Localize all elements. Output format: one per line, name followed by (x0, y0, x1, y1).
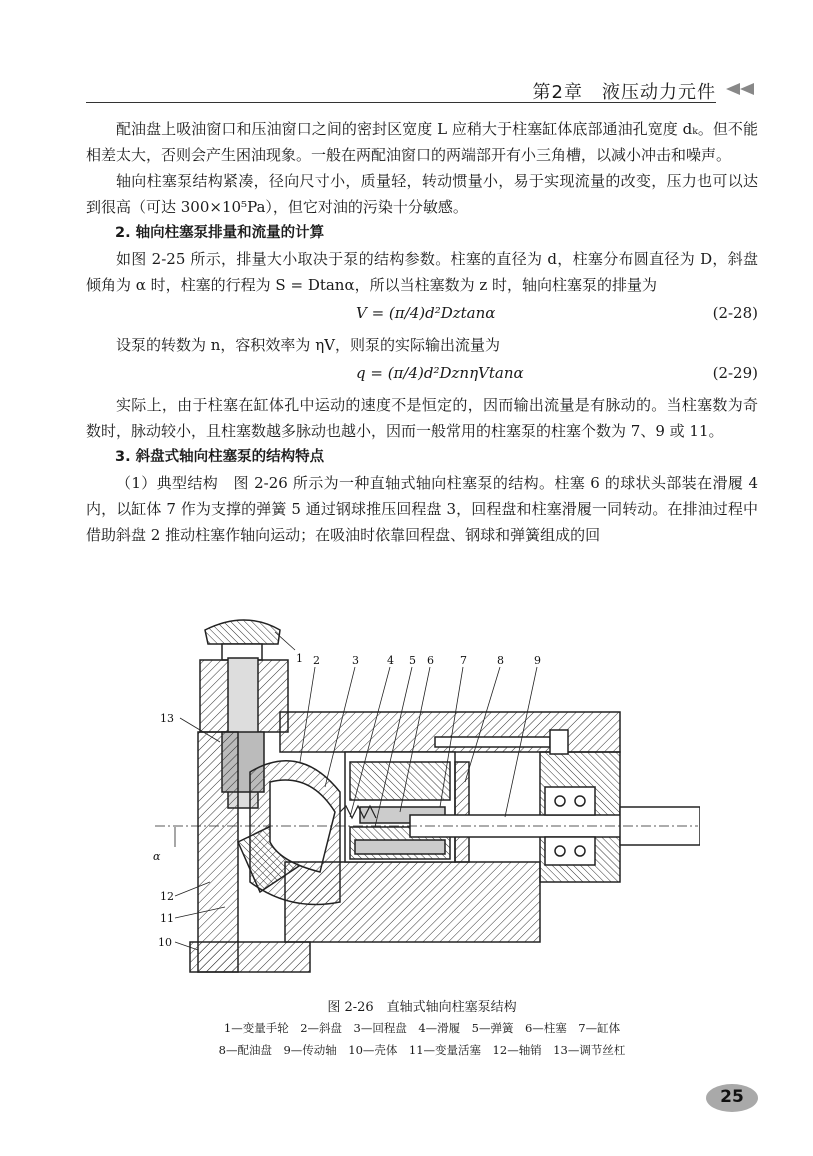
part-label-1: 1 (296, 652, 303, 665)
part-label-2: 2 (313, 654, 320, 667)
paragraph-2: 轴向柱塞泵结构紧凑，径向尺寸小，质量轻，转动惯量小，易于实现流量的改变，压力也可以达到很高（可达 300×10⁵Pa），但它对油的污染十分敏感。 (86, 172, 758, 216)
header-rule (86, 102, 716, 103)
body-text-top (86, 116, 758, 548)
part-label-3: 3 (352, 654, 359, 667)
running-header (86, 78, 758, 104)
equation-expression: V = (π/4)d²Dztanα (356, 304, 496, 322)
part-label-4: 4 (387, 654, 394, 667)
figure-legend-line-2: 8—配油盘 9—传动轴 10—壳体 11—变量活塞 12—轴销 13—调节丝杠 (218, 1043, 626, 1057)
paragraph-1: 配油盘上吸油窗口和压油窗口之间的密封区宽度 L 应稍大于柱塞缸体底部通油孔宽度 dₖ。但不能相差太大，否则会产生困油现象。一般在两配油窗口的两端部开有小三角槽，以减小冲击和噪声。 (86, 120, 758, 164)
paragraph-6: （1）典型结构 图 2-26 所示为一种直轴式轴向柱塞泵的结构。柱塞 6 的球状头部装在滑履 4 内，以缸体 7 作为支撑的弹簧 5 通过钢球推压回程盘 3，回程盘和柱塞滑履一同转动。在排油过程中借助斜盘 2 推动柱塞作轴向运动；在吸油时依靠回程盘、钢球和弹簧组成的回 (86, 474, 758, 544)
part-label-9: 9 (534, 654, 541, 667)
alpha-label: α (153, 850, 161, 863)
pump-cross-section-figure (150, 612, 700, 984)
part-label-5: 5 (409, 654, 416, 667)
part-label-13: 13 (160, 712, 174, 725)
equation-expression: q = (π/4)d²DznηVtanα (356, 364, 524, 382)
page-number: 25 (720, 1087, 744, 1107)
section-heading-3: 3. 斜盘式轴向柱塞泵的结构特点 (115, 449, 325, 465)
equation-2-28 (86, 298, 758, 332)
double-arrow-left-icon (722, 80, 758, 98)
chapter-title: 第2章 液压动力元件 (532, 82, 716, 103)
paragraph-3: 如图 2-25 所示，排量大小取决于泵的结构参数。柱塞的直径为 d，柱塞分布圆直径为 D，斜盘倾角为 α 时，柱塞的行程为 S = Dtanα，所以当柱塞数为 z 时，轴向柱塞泵的排量为 (86, 250, 758, 294)
part-label-8: 8 (497, 654, 504, 667)
equation-number: (2-28) (712, 304, 758, 322)
figure-legend-line-1: 1—变量手轮 2—斜盘 3—回程盘 4—滑履 5—弹簧 6—柱塞 7—缸体 (223, 1021, 621, 1035)
equation-number: (2-29) (712, 364, 758, 382)
figure-caption: 图 2-26 直轴式轴向柱塞泵结构 (327, 1000, 517, 1015)
section-heading-2: 2. 轴向柱塞泵排量和流量的计算 (115, 225, 325, 241)
page-number-badge (706, 1084, 758, 1112)
paragraph-5: 实际上，由于柱塞在缸体孔中运动的速度不是恒定的，因而输出流量是有脉动的。当柱塞数为奇数时，脉动较小，且柱塞数越多脉动也越小，因而一般常用的柱塞泵的柱塞个数为 7、9 或 11。 (86, 396, 758, 440)
part-label-10: 10 (158, 936, 172, 949)
part-label-11: 11 (160, 912, 174, 925)
part-label-7: 7 (460, 654, 467, 667)
paragraph-4: 设泵的转数为 n，容积效率为 ηV，则泵的实际输出流量为 (116, 336, 501, 354)
equation-2-29 (86, 358, 758, 392)
part-label-6: 6 (427, 654, 434, 667)
pump-drawing (155, 620, 700, 972)
part-label-12: 12 (160, 890, 174, 903)
